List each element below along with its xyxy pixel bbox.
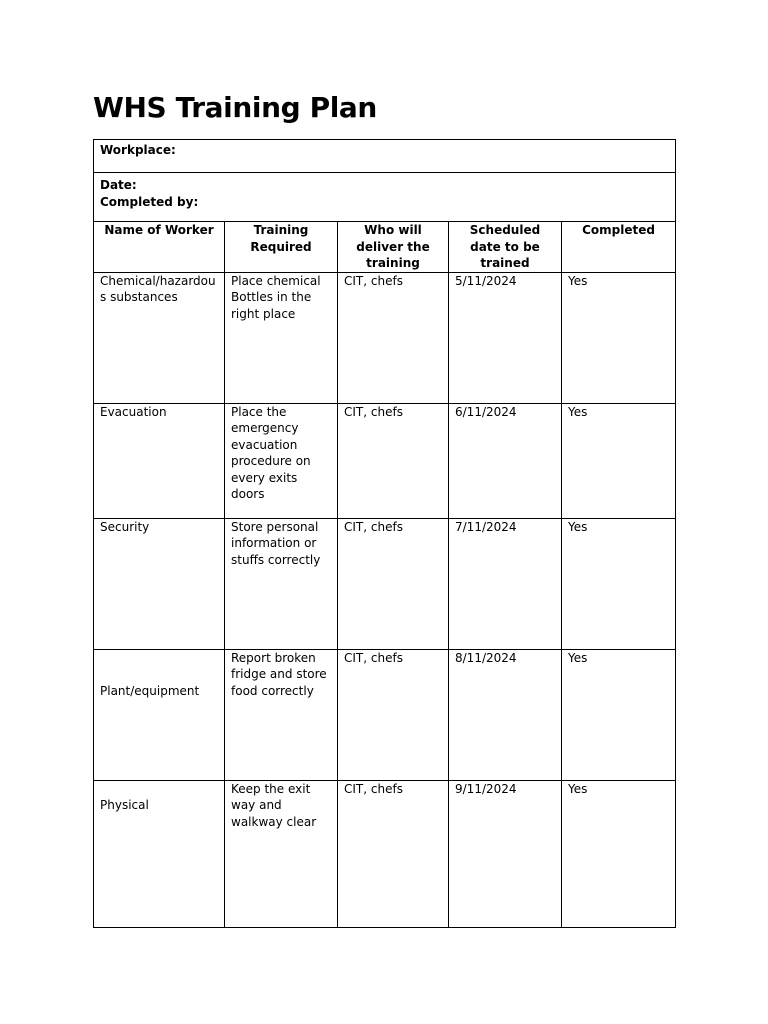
completed-cell[interactable]: Yes (562, 518, 676, 649)
training-cell[interactable]: Place the emergency evacuation procedure on every exits doors (225, 403, 338, 518)
table-header-row (94, 222, 676, 273)
date-label: Date: (100, 178, 137, 192)
deliverer-cell[interactable]: CIT, chefs (338, 649, 449, 780)
table-row (94, 780, 676, 927)
worker-cell[interactable]: Physical (94, 780, 225, 927)
table-row (94, 518, 676, 649)
worker-cell[interactable]: Evacuation (94, 403, 225, 518)
completed-cell[interactable]: Yes (562, 272, 676, 403)
header-scheduled-date: Scheduled date to be trained (449, 222, 562, 273)
completed-cell[interactable]: Yes (562, 403, 676, 518)
deliverer-cell[interactable]: CIT, chefs (338, 518, 449, 649)
completed-cell[interactable]: Yes (562, 649, 676, 780)
training-cell[interactable]: Keep the exit way and walkway clear (225, 780, 338, 927)
table-row (94, 403, 676, 518)
header-who-will-deliver: Who will deliver the training (338, 222, 449, 273)
training-cell[interactable]: Place chemical Bottles in the right place (225, 272, 338, 403)
date-cell[interactable]: 8/11/2024 (449, 649, 562, 780)
table-row (94, 272, 676, 403)
date-cell[interactable]: 6/11/2024 (449, 403, 562, 518)
training-cell[interactable]: Report broken fridge and store food correctly (225, 649, 338, 780)
deliverer-cell[interactable]: CIT, chefs (338, 403, 449, 518)
workplace-label: Workplace: (100, 143, 176, 157)
deliverer-cell[interactable]: CIT, chefs (338, 272, 449, 403)
date-completed-row (94, 173, 676, 222)
training-cell[interactable]: Store personal information or stuffs correctly (225, 518, 338, 649)
completed-by-label: Completed by: (100, 194, 199, 209)
header-name-of-worker: Name of Worker (94, 222, 225, 273)
worker-cell[interactable]: Plant/equipment (94, 649, 225, 780)
page-title: WHS Training Plan (93, 91, 377, 124)
date-cell[interactable]: 9/11/2024 (449, 780, 562, 927)
header-completed: Completed (562, 222, 676, 273)
training-plan-table (93, 139, 676, 928)
date-cell[interactable]: 7/11/2024 (449, 518, 562, 649)
worker-cell[interactable]: Security (94, 518, 225, 649)
deliverer-cell[interactable]: CIT, chefs (338, 780, 449, 927)
workplace-row (94, 140, 676, 173)
date-completed-cell[interactable] (94, 173, 676, 222)
workplace-cell[interactable] (94, 140, 676, 173)
worker-cell[interactable]: Chemical/hazardous substances (94, 272, 225, 403)
date-cell[interactable]: 5/11/2024 (449, 272, 562, 403)
table-row (94, 649, 676, 780)
header-training-required: Training Required (225, 222, 338, 273)
completed-cell[interactable]: Yes (562, 780, 676, 927)
